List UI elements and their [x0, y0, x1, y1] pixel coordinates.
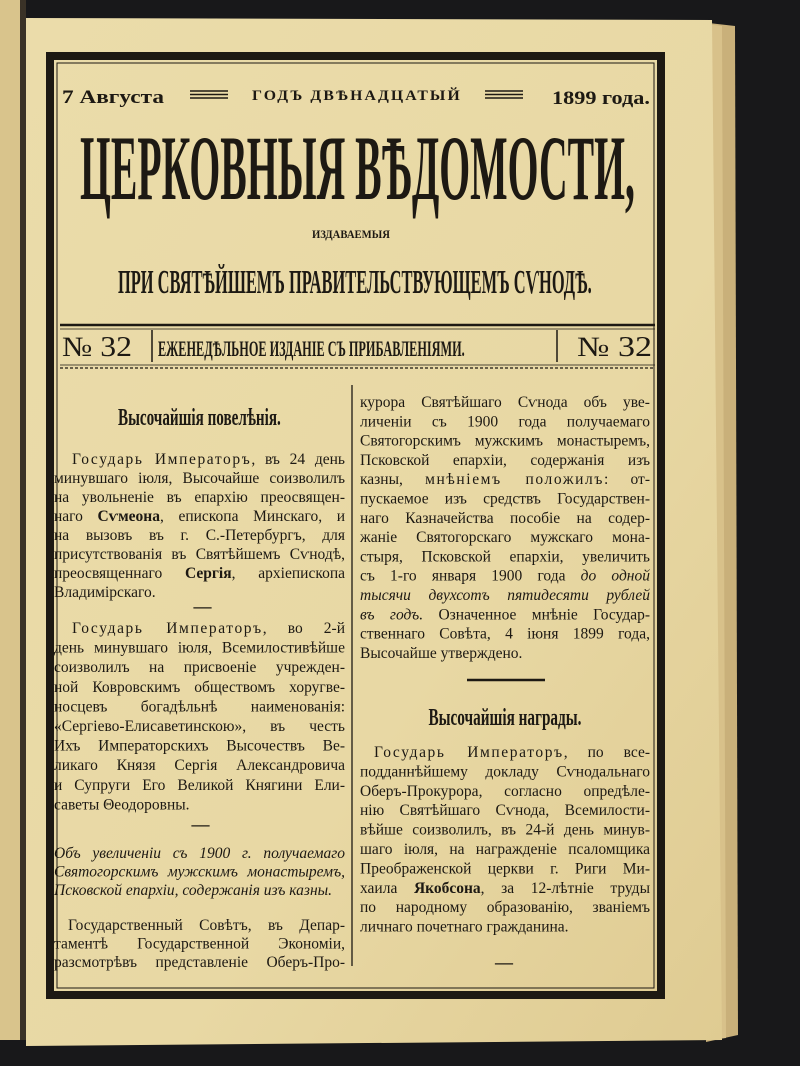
- text-line: [54, 864, 345, 881]
- text-line: [374, 744, 650, 761]
- italic-text: Святогорскимъ мужскимъ монастыремъ,: [54, 863, 345, 881]
- text-run: казны,: [360, 471, 426, 489]
- published-label: ИЗДАВАЕМЫЯ: [312, 228, 390, 242]
- text-run: «Сергіево-Елисаветинскою», въ честь: [54, 718, 345, 735]
- text-line: [360, 802, 650, 819]
- text-run: ственнаго Совѣта, 4 іюня 1899 года,: [360, 625, 650, 643]
- text-run: Владимірскаго.: [54, 584, 156, 601]
- text-line: [360, 763, 650, 780]
- text-run: наго Казначейства пособіе на содер-: [360, 509, 650, 527]
- text-line: [360, 452, 650, 469]
- text-run: , по все-: [563, 744, 650, 761]
- section-heading: Высочайшія повелѣнія.: [118, 404, 281, 431]
- text-run: съ 1-го января 1900 года: [360, 567, 581, 585]
- text-run: саветы Θеодоровны.: [54, 796, 190, 814]
- text-line: [360, 471, 650, 488]
- text-line: [360, 783, 650, 800]
- text-line: [360, 568, 650, 585]
- text-run: стыря, Псковской епархіи, увеличить: [360, 548, 650, 566]
- bold-name: Якобсона: [413, 879, 481, 897]
- text-line: [68, 917, 345, 934]
- text-line: [72, 451, 345, 468]
- section-separator-dash: —: [495, 952, 513, 972]
- text-run: Оберъ-Прокурора, согласно опредѣле-: [360, 782, 650, 800]
- text-line: [72, 620, 345, 637]
- text-line: [54, 470, 345, 487]
- page-gutter: [20, 0, 26, 1040]
- text-run: на увольненіе въ епархію преосвящен-: [54, 489, 346, 506]
- text-line: [360, 899, 650, 916]
- text-line: [54, 757, 345, 774]
- text-line: [360, 606, 650, 623]
- text-line: [54, 698, 345, 715]
- text-run: разсмотрѣвъ представленіе Оберъ-Про-: [54, 954, 345, 972]
- italic-text: Объ увеличеніи съ 1900 г. получаемаго: [54, 845, 346, 862]
- text-line: [54, 565, 345, 582]
- text-run: ной Ковровскимъ обществомъ хоругве-: [54, 678, 345, 696]
- text-line: [54, 777, 345, 794]
- text-line: [54, 640, 345, 657]
- text-run: присутствованія въ Святѣйшемъ Сѵнодѣ,: [54, 546, 345, 563]
- text-line: [360, 491, 650, 508]
- italic-text: до одной: [580, 567, 650, 585]
- adjacent-page-edge: [0, 0, 22, 1040]
- text-line: [53, 882, 332, 899]
- section-separator-dash: —: [193, 596, 212, 616]
- text-run: , архіепископа: [231, 565, 345, 582]
- text-run: Государственный Совѣтъ, въ Депар-: [68, 917, 345, 934]
- text-line: [360, 841, 650, 858]
- text-line: [360, 548, 650, 565]
- text-run: Преображенской церкви г. Риги Ми-: [360, 860, 651, 878]
- text-run: по народному образованію, званіемъ: [360, 899, 650, 917]
- spaced-text: мнѣніемъ положилъ: [425, 471, 604, 489]
- text-run: носцевъ богадѣльнѣ наименованія:: [54, 698, 346, 716]
- issue-number-right: № 32: [577, 330, 652, 363]
- text-line: [54, 659, 345, 676]
- italic-text: въ годъ.: [360, 606, 424, 624]
- text-line: [360, 626, 650, 643]
- text-line: [54, 508, 345, 525]
- text-line: [360, 587, 650, 604]
- spaced-text: Государь Императоръ: [72, 451, 252, 468]
- text-line: [360, 822, 650, 839]
- publisher-line: ПРИ СВЯТѢЙШЕМЪ ПРАВИТЕЛЬСТВУЮЩЕМЪ СѴНОДѢ.: [118, 262, 592, 301]
- text-run: хаила: [360, 879, 414, 897]
- text-run: , за 12-лѣтніе труды: [480, 879, 650, 897]
- text-run: Высочайше утверждено.: [360, 644, 523, 662]
- text-run: подданнѣйшему докладу Сѵнодальнаго: [360, 763, 650, 781]
- text-run: наго: [54, 508, 98, 525]
- text-run: минувшаго іюля, Высочайше соизволилъ: [54, 470, 345, 487]
- text-run: ликаго Князя Сергія Александровича: [54, 757, 345, 775]
- text-run: и Супруги Его Великой Княгини Ели-: [54, 776, 346, 794]
- text-run: курора Святѣйшаго Сѵнода объ уве-: [360, 394, 650, 411]
- text-line: [360, 433, 650, 450]
- text-line: [359, 529, 650, 546]
- text-line: [54, 845, 345, 862]
- text-line: [54, 718, 345, 735]
- text-run: личеніи съ 1900 года получаемаго: [360, 413, 650, 431]
- spaced-text: Государь Императоръ: [72, 620, 263, 637]
- text-run: жаніе Святогорскаго мужскаго мона-: [360, 529, 650, 547]
- text-line: [54, 679, 345, 696]
- text-run: таментѣ Государственной Экономіи,: [54, 935, 346, 953]
- text-line: [54, 738, 345, 755]
- text-run: Ихъ Императорскихъ Высочествъ Ве-: [54, 737, 346, 755]
- bold-name: Сѵмеона: [97, 508, 160, 525]
- issue-number-left: № 32: [62, 331, 132, 363]
- spaced-text: Государь Императоръ: [374, 744, 564, 761]
- text-run: Означенное мнѣніе Государ-: [423, 606, 651, 624]
- text-line: [54, 584, 156, 601]
- left-column: [53, 405, 345, 972]
- text-run: соизволилъ на присвоеніе учрежден-: [54, 659, 345, 677]
- text-run: , епископа Минскаго, и: [159, 508, 345, 525]
- text-run: преосвященнаго: [54, 565, 185, 582]
- text-run: личнаго почетнаго гражданина.: [360, 918, 569, 936]
- text-line: [360, 860, 650, 877]
- issue-date: 7 Августа: [62, 86, 164, 108]
- text-line: [54, 936, 345, 953]
- text-line: [360, 919, 569, 936]
- text-line: [54, 527, 345, 544]
- issue-year: 1899 года.: [552, 88, 650, 109]
- text-run: шаго іюля, на награжденіе псаломщика: [360, 841, 650, 858]
- italic-text: тысячи двухсотъ пятидесяти рублей: [360, 587, 650, 604]
- text-run: , во 2-й: [262, 620, 345, 637]
- text-run: пускаемое изъ средствъ Государствен-: [360, 490, 651, 508]
- text-line: [54, 954, 345, 971]
- text-run: вѣйше соизволилъ, въ 24-й день минув-: [360, 821, 650, 839]
- italic-text: Псковской епархіи, содержанія изъ казны.: [54, 882, 333, 900]
- text-run: день минувшаго іюля, Всемилостивѣйше: [54, 639, 345, 657]
- text-run: , въ 24 день: [251, 451, 345, 468]
- text-run: Святогорскимъ мужскимъ монастыремъ,: [360, 432, 650, 450]
- text-line: [360, 880, 651, 897]
- bold-name: Сергія: [185, 565, 232, 582]
- text-line: [54, 546, 345, 563]
- section-separator-dash: —: [191, 814, 210, 834]
- masthead-title: ЦЕРКОВНЫЯ ВѢДОМОСТИ,: [80, 118, 635, 220]
- text-run: : от-: [604, 471, 650, 489]
- text-run: на вызовъ въ г. С.-Петербургъ, для: [54, 527, 345, 544]
- text-line: [360, 645, 522, 662]
- text-run: Псковской епархіи, содержанія изъ: [360, 451, 650, 469]
- text-line: [360, 394, 650, 411]
- text-line: [360, 510, 650, 527]
- text-run: нію Святѣйшаго Сѵнода, Всемилости-: [360, 802, 650, 820]
- text-line: [54, 489, 345, 506]
- section-heading: Высочайшія награды.: [428, 704, 582, 731]
- text-line: [54, 796, 190, 813]
- text-line: [360, 413, 650, 430]
- year-of-publication: ГОДЪ ДВѢНАДЦАТЫЙ: [252, 87, 462, 104]
- weekly-edition-tagline: ЕЖЕНЕДѢЛЬНОЕ ИЗДАНІЕ СЪ ПРИБАВЛЕНІЯМИ.: [158, 336, 465, 361]
